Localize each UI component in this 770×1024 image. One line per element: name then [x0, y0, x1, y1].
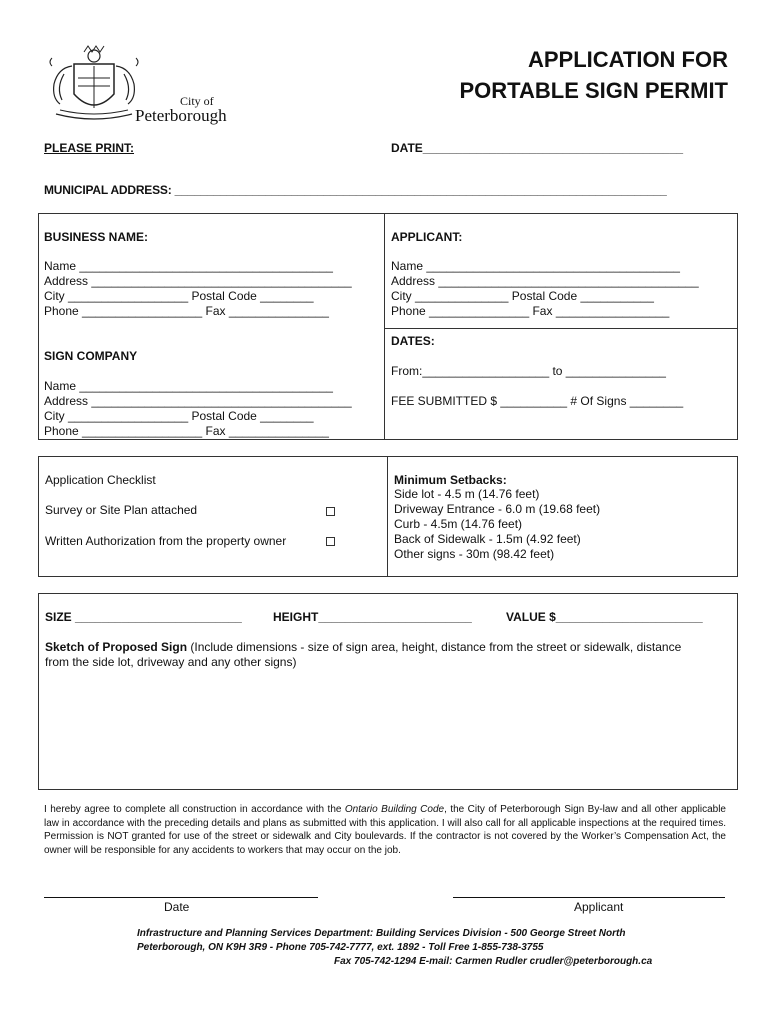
footer-fax-email: Fax 705-742-1294 E-mail: Carmen Rudler crudler@peterborough.ca	[334, 956, 653, 967]
ontario-building-code: Ontario Building Code	[344, 804, 445, 815]
fee-submitted-field[interactable]: FEE SUBMITTED $ __________ # Of Signs ________	[391, 394, 684, 408]
coat-of-arms-icon	[44, 44, 144, 126]
applicant-heading: APPLICANT:	[391, 230, 463, 244]
sign-company-phone-field[interactable]: Phone __________________ Fax _______________	[44, 424, 329, 438]
sketch-instructions	[45, 640, 681, 655]
form-title-line1: APPLICATION FOR	[527, 47, 728, 72]
business-name-field[interactable]: Name ______________________________________	[44, 259, 333, 273]
sketch-heading: Sketch of Proposed Sign	[45, 640, 188, 654]
authorization-checkbox[interactable]	[326, 537, 335, 546]
box1-divider	[384, 213, 385, 440]
sign-company-heading: SIGN COMPANY	[44, 349, 138, 363]
dates-from-to-field[interactable]: From:___________________ to _______________	[391, 364, 666, 378]
footer-address-phone: Peterborough, ON K9H 3R9 - Phone 705-742-7777, ext. 1892 - Toll Free 1-855-738-3755	[137, 942, 544, 953]
please-print-label: PLEASE PRINT:	[44, 141, 135, 155]
applicant-city-field[interactable]: City ______________ Postal Code ___________	[391, 289, 654, 303]
city-logo	[44, 44, 234, 126]
business-phone-field[interactable]: Phone __________________ Fax _______________	[44, 304, 329, 318]
size-field[interactable]: SIZE _________________________	[45, 610, 242, 624]
sketch-description: (Include dimensions - size of sign area, height, distance from the street or sidewalk, distance	[187, 640, 682, 654]
height-field[interactable]: HEIGHT_______________________	[273, 610, 472, 624]
municipal-address-field[interactable]: MUNICIPAL ADDRESS: ____________________________________________________________________________	[44, 183, 667, 197]
sign-company-address-field[interactable]: Address _______________________________________	[44, 394, 352, 408]
dates-top-border	[384, 328, 738, 329]
checklist-item-authorization: Written Authorization from the property owner	[45, 534, 287, 548]
applicant-address-field[interactable]: Address _______________________________________	[391, 274, 699, 288]
applicant-signature-label: Applicant	[574, 900, 624, 914]
applicant-name-field[interactable]: Name ______________________________________	[391, 259, 680, 273]
logo-city-of: City of	[180, 94, 214, 108]
date-signature-label: Date	[164, 900, 190, 914]
sign-company-city-field[interactable]: City __________________ Postal Code ________	[44, 409, 314, 423]
sketch-drawing-area[interactable]	[44, 675, 732, 783]
setback-driveway: Driveway Entrance - 6.0 m (19.68 feet)	[394, 502, 601, 516]
sign-company-name-field[interactable]: Name ______________________________________	[44, 379, 333, 393]
footer-department: Infrastructure and Planning Services Department: Building Services Division - 500 George Street North	[137, 928, 626, 939]
date-field[interactable]: DATE_______________________________________	[391, 141, 684, 155]
checklist-heading: Application Checklist	[45, 473, 156, 487]
value-field[interactable]: VALUE $______________________	[506, 610, 703, 624]
business-address-field[interactable]: Address _______________________________________	[44, 274, 352, 288]
setback-curb: Curb - 4.5m (14.76 feet)	[394, 517, 523, 531]
agreement-text-2: , the City of Peterborough Sign By-law and all other applicable law in accordance with the preceding details and plans as submitted with this application. I will also call for all applicable inspections at the required times. Permission is NOT granted for use of the street or sidewalk and City boulevards. If the contractor is not covered by the Worker’s Compensation Act, the owner will be responsible for any accidents to workers that may occur on the job.	[44, 804, 726, 856]
applicant-fields	[391, 259, 731, 319]
setbacks-list	[394, 487, 724, 562]
sign-company-fields	[44, 379, 379, 439]
applicant-phone-field[interactable]: Phone _______________ Fax _________________	[391, 304, 670, 318]
agreement-paragraph	[44, 803, 726, 857]
setback-sidewalk: Back of Sidewalk - 1.5m (4.92 feet)	[394, 532, 581, 546]
dates-heading: DATES:	[391, 334, 435, 348]
setback-side-lot: Side lot - 4.5 m (14.76 feet)	[394, 487, 540, 501]
agreement-text-1: I hereby agree to complete all construction in accordance with the	[44, 804, 345, 815]
business-city-field[interactable]: City __________________ Postal Code ________	[44, 289, 314, 303]
sketch-description-line2: from the side lot, driveway and any other signs)	[45, 655, 297, 669]
logo-city-name: Peterborough	[135, 106, 227, 125]
business-fields	[44, 259, 379, 319]
date-signature-line[interactable]	[44, 897, 318, 898]
setback-other-signs: Other signs - 30m (98.42 feet)	[394, 547, 555, 561]
business-name-heading: BUSINESS NAME:	[44, 230, 149, 244]
form-title-line2: PORTABLE SIGN PERMIT	[459, 78, 728, 103]
site-plan-checkbox[interactable]	[326, 507, 335, 516]
setbacks-heading: Minimum Setbacks:	[394, 473, 507, 487]
checklist-item-site-plan: Survey or Site Plan attached	[45, 503, 198, 517]
box2-divider	[387, 456, 388, 577]
applicant-signature-line[interactable]	[453, 897, 725, 898]
